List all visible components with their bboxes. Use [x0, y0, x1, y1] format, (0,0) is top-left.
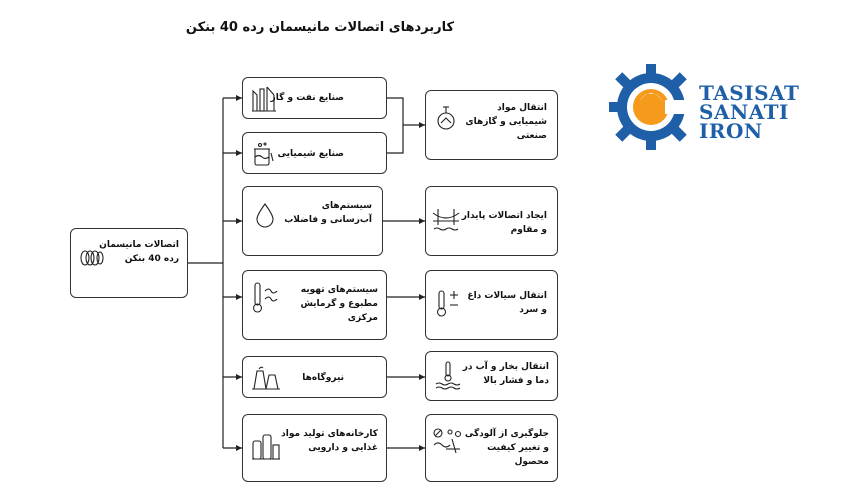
temperature-icon	[436, 287, 462, 319]
logo-line-1: TASISAT	[699, 81, 800, 105]
root-label: اتصالات مانیسمان رده 40 بنکن	[99, 240, 179, 264]
industry-node-hvac	[242, 270, 387, 340]
benefit-label-chemical-transfer: انتقال مواد شیمیایی و گازهای صنعتی	[465, 103, 547, 141]
benefit-node-steam-pressure	[425, 351, 558, 401]
industry-node-water	[242, 186, 383, 256]
industry-label-water: سیستم‌های آب‌رسانی و فاضلاب	[284, 201, 372, 225]
benefit-label-contamination: جلوگیری از آلودگی و تغییر کیفیت محصول	[464, 429, 549, 467]
industry-label-oil-gas: صنایع نفت و گاز	[270, 93, 344, 103]
industry-label-power-plant: نیروگاه‌ها	[302, 373, 344, 383]
industry-node-food-pharma	[242, 414, 387, 482]
root-node	[70, 228, 188, 298]
food-factory-icon	[251, 429, 281, 463]
benefit-node-contamination	[425, 414, 558, 482]
logo-line-2: SANATI	[699, 100, 789, 124]
benefit-node-stable-connections	[425, 186, 558, 256]
steam-pressure-icon	[434, 360, 462, 392]
industry-label-hvac: سیستم‌های تهویه مطبوع و گرمایش مرکزی	[300, 285, 378, 323]
industry-node-oil-gas	[242, 77, 387, 119]
bridge-icon	[432, 207, 460, 235]
benefit-node-hot-cold-fluids	[425, 270, 558, 340]
industry-node-power-plant	[242, 356, 387, 398]
industry-label-chemical: صنایع شیمیایی	[277, 149, 344, 159]
water-drop-icon	[255, 202, 275, 228]
benefit-label-hot-cold-fluids: انتقال سیالات داغ و سرد	[467, 291, 547, 315]
logo-line-3: IRON	[699, 119, 763, 143]
diagram-title: کاربردهای اتصالات مانیسمان رده 40 بنکن	[185, 20, 455, 35]
benefit-label-steam-pressure: انتقال بخار و آب در دما و فشار بالا	[462, 362, 549, 386]
brand-logo	[605, 62, 825, 152]
thermometer-icon	[251, 281, 281, 315]
industry-label-food-pharma: کارخانه‌های تولید مواد غذایی و دارویی	[281, 429, 378, 453]
benefit-node-chemical-transfer	[425, 90, 558, 160]
gas-flask-icon	[434, 103, 458, 131]
benefit-label-stable-connections: ایجاد اتصالات پایدار و مقاوم	[461, 211, 547, 235]
industry-node-chemical	[242, 132, 387, 174]
gear-icon	[605, 62, 697, 152]
